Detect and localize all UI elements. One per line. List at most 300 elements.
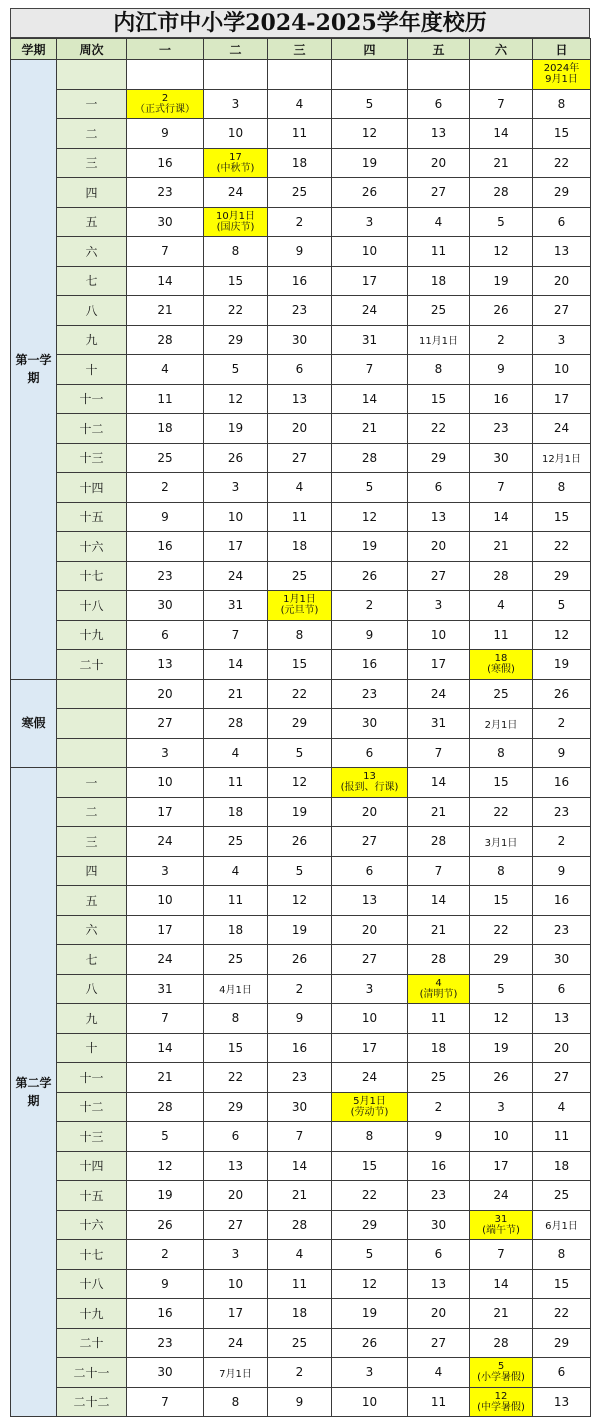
day-cell: 14 (204, 650, 268, 680)
day-cell: 6 (533, 1358, 591, 1388)
day-cell: 22 (204, 1063, 268, 1093)
day-cell: 2 (268, 1358, 332, 1388)
calendar-row (11, 620, 591, 650)
calendar-row (11, 738, 591, 768)
day-cell: 28 (268, 1210, 332, 1240)
day-cell: 11 (204, 768, 268, 798)
day-cell: 27 (533, 1063, 591, 1093)
week-number: 十六 (57, 532, 127, 562)
day-date: 17 (229, 151, 242, 163)
week-number: 十九 (57, 1299, 127, 1329)
day-cell: 26 (127, 1210, 204, 1240)
day-date: 12 (494, 1390, 508, 1402)
calendar-row (11, 679, 591, 709)
day-cell: 9 (268, 1387, 332, 1417)
day-cell: 2 (268, 207, 332, 237)
day-cell: 20 (127, 679, 204, 709)
day-cell (204, 207, 268, 237)
week-number: 九 (57, 325, 127, 355)
week-number: 十一 (57, 384, 127, 414)
day-cell: 3 (533, 325, 591, 355)
day-cell: 7 (408, 856, 470, 886)
day-cell: 26 (204, 443, 268, 473)
day-cell: 11 (127, 384, 204, 414)
day-cell: 10 (204, 1269, 268, 1299)
day-cell (332, 1092, 408, 1122)
semester-label: 寒假 (11, 679, 57, 768)
day-cell: 10 (408, 620, 470, 650)
calendar-row (11, 1151, 591, 1181)
day-cell: 23 (533, 797, 591, 827)
day-cell: 10 (332, 1004, 408, 1034)
day-cell: 30 (533, 945, 591, 975)
day-cell: 19 (127, 1181, 204, 1211)
day-cell: 24 (127, 945, 204, 975)
day-cell: 30 (127, 1358, 204, 1388)
calendar-row (11, 650, 591, 680)
day-cell: 7 (127, 1004, 204, 1034)
day-cell: 8 (204, 237, 268, 267)
day-cell: 26 (533, 679, 591, 709)
day-cell: 31 (332, 325, 408, 355)
week-number: 二十二 (57, 1387, 127, 1417)
day-cell: 23 (268, 296, 332, 326)
day-cell: 21 (408, 915, 470, 945)
day-cell: 22 (470, 915, 533, 945)
calendar-row (11, 768, 591, 798)
day-cell: 9 (127, 502, 204, 532)
day-date: 18 (494, 653, 508, 665)
day-cell: 17 (533, 384, 591, 414)
day-cell: 12 (332, 119, 408, 149)
calendar-row (11, 384, 591, 414)
day-cell (268, 591, 332, 621)
week-number: 二 (57, 119, 127, 149)
day-cell: 14 (127, 1033, 204, 1063)
day-cell: 25 (268, 1328, 332, 1358)
day-cell: 28 (470, 178, 533, 208)
day-note: (中学暑假) (477, 1401, 525, 1413)
day-cell: 23 (408, 1181, 470, 1211)
header-semester: 学期 (11, 39, 57, 60)
day-cell: 11 (268, 502, 332, 532)
day-cell: 18 (268, 148, 332, 178)
day-note: (清明节) (419, 988, 458, 1000)
day-cell: 16 (408, 1151, 470, 1181)
day-cell: 2 (127, 473, 204, 503)
day-cell (408, 974, 470, 1004)
day-cell: 6 (332, 738, 408, 768)
day-cell: 30 (127, 207, 204, 237)
day-cell: 6 (408, 1240, 470, 1270)
header-tue: 二 (204, 39, 268, 60)
day-cell: 14 (470, 1269, 533, 1299)
day-cell: 7 (127, 237, 204, 267)
day-cell: 12 (204, 384, 268, 414)
day-cell: 15 (470, 768, 533, 798)
calendar-row (11, 266, 591, 296)
day-cell: 20 (408, 532, 470, 562)
day-cell: 14 (127, 266, 204, 296)
day-cell: 14 (470, 502, 533, 532)
day-cell: 10 (533, 355, 591, 385)
calendar-row (11, 945, 591, 975)
day-cell: 29 (204, 1092, 268, 1122)
day-cell: 16 (127, 148, 204, 178)
day-cell: 28 (470, 1328, 533, 1358)
day-cell: 16 (533, 768, 591, 798)
week-number: 一 (57, 89, 127, 119)
calendar-row (11, 355, 591, 385)
calendar-row (11, 1033, 591, 1063)
day-cell: 21 (470, 1299, 533, 1329)
day-cell: 3 (127, 856, 204, 886)
day-cell: 21 (470, 532, 533, 562)
week-number: 五 (57, 207, 127, 237)
calendar-row (11, 974, 591, 1004)
day-cell (332, 60, 408, 90)
day-cell: 15 (332, 1151, 408, 1181)
day-cell: 2月1日 (470, 709, 533, 739)
day-cell: 24 (127, 827, 204, 857)
day-cell: 24 (470, 1181, 533, 1211)
day-cell: 21 (408, 797, 470, 827)
calendar-row (11, 296, 591, 326)
day-cell: 22 (332, 1181, 408, 1211)
holiday-marker (533, 63, 590, 85)
day-cell: 16 (470, 384, 533, 414)
calendar-row (11, 1299, 591, 1329)
week-number: 十六 (57, 1210, 127, 1240)
holiday-marker (470, 1214, 532, 1236)
day-cell: 12 (533, 620, 591, 650)
day-cell: 23 (268, 1063, 332, 1093)
day-cell: 27 (127, 709, 204, 739)
day-cell: 19 (470, 266, 533, 296)
day-cell: 21 (332, 414, 408, 444)
day-cell: 28 (127, 325, 204, 355)
day-cell: 8 (533, 473, 591, 503)
header-mon: 一 (127, 39, 204, 60)
day-cell: 10 (332, 1387, 408, 1417)
day-cell: 8 (268, 620, 332, 650)
day-note: (寒假) (487, 664, 515, 676)
day-cell: 14 (408, 768, 470, 798)
day-cell: 28 (127, 1092, 204, 1122)
day-cell: 25 (268, 178, 332, 208)
day-cell: 11 (204, 886, 268, 916)
day-date: 2024年 (543, 63, 580, 75)
day-cell: 26 (332, 1328, 408, 1358)
day-cell: 6 (204, 1122, 268, 1152)
week-number: 十五 (57, 1181, 127, 1211)
day-cell: 13 (533, 1387, 591, 1417)
calendar-row (11, 886, 591, 916)
header-fri: 五 (408, 39, 470, 60)
day-cell: 25 (204, 945, 268, 975)
day-cell: 27 (533, 296, 591, 326)
day-cell: 7 (332, 355, 408, 385)
day-cell: 9 (268, 237, 332, 267)
day-cell: 16 (127, 532, 204, 562)
day-cell: 24 (204, 178, 268, 208)
day-cell: 9 (533, 856, 591, 886)
day-cell: 7 (204, 620, 268, 650)
day-cell: 13 (533, 1004, 591, 1034)
day-cell: 9 (268, 1004, 332, 1034)
day-note: (小学暑假) (477, 1372, 525, 1384)
day-cell: 12 (268, 768, 332, 798)
holiday-marker (332, 771, 407, 793)
day-cell: 25 (204, 827, 268, 857)
calendar-row (11, 414, 591, 444)
calendar-row (11, 1269, 591, 1299)
day-cell: 7 (470, 89, 533, 119)
week-number: 十三 (57, 443, 127, 473)
day-cell: 4 (533, 1092, 591, 1122)
calendar-row (11, 89, 591, 119)
day-cell: 16 (332, 650, 408, 680)
day-cell: 30 (127, 591, 204, 621)
day-cell: 12 (332, 502, 408, 532)
week-number: 九 (57, 1004, 127, 1034)
day-cell: 21 (268, 1181, 332, 1211)
day-cell: 22 (533, 148, 591, 178)
school-calendar-table (10, 38, 591, 1417)
day-cell: 26 (268, 827, 332, 857)
day-cell: 21 (204, 679, 268, 709)
day-cell: 11 (268, 119, 332, 149)
week-number: 十 (57, 355, 127, 385)
day-cell: 18 (204, 797, 268, 827)
day-cell (533, 60, 591, 90)
day-cell: 3 (127, 738, 204, 768)
day-cell: 20 (332, 797, 408, 827)
day-cell: 17 (332, 1033, 408, 1063)
day-cell: 3 (332, 207, 408, 237)
day-cell: 20 (204, 1181, 268, 1211)
calendar-row (11, 1004, 591, 1034)
day-cell: 20 (408, 148, 470, 178)
day-cell: 5 (332, 1240, 408, 1270)
day-cell: 28 (332, 443, 408, 473)
day-cell: 12 (268, 886, 332, 916)
calendar-row (11, 1240, 591, 1270)
day-cell: 5 (332, 89, 408, 119)
day-cell: 8 (533, 89, 591, 119)
day-cell: 26 (332, 561, 408, 591)
day-cell: 18 (268, 532, 332, 562)
day-cell: 23 (533, 915, 591, 945)
day-cell: 17 (204, 532, 268, 562)
day-cell: 10 (127, 768, 204, 798)
day-cell: 4 (408, 1358, 470, 1388)
day-cell: 29 (332, 1210, 408, 1240)
week-number (57, 709, 127, 739)
day-cell: 27 (332, 945, 408, 975)
holiday-marker (332, 1096, 407, 1118)
day-cell: 13 (332, 886, 408, 916)
day-cell: 28 (204, 709, 268, 739)
day-cell: 14 (268, 1151, 332, 1181)
day-cell: 11月1日 (408, 325, 470, 355)
day-cell: 8 (332, 1122, 408, 1152)
day-cell: 17 (204, 1299, 268, 1329)
day-cell: 15 (268, 650, 332, 680)
day-cell: 6 (268, 355, 332, 385)
day-cell: 5 (127, 1122, 204, 1152)
week-number: 七 (57, 945, 127, 975)
day-cell: 17 (127, 915, 204, 945)
day-note: (元旦节) (280, 605, 319, 617)
day-cell: 19 (332, 532, 408, 562)
day-cell: 29 (268, 709, 332, 739)
day-cell: 25 (408, 296, 470, 326)
day-cell: 2 (408, 1092, 470, 1122)
day-note: (国庆节) (216, 221, 255, 233)
day-cell: 3 (204, 473, 268, 503)
day-cell: 23 (470, 414, 533, 444)
week-number: 二十 (57, 1328, 127, 1358)
day-cell: 2 (470, 325, 533, 355)
calendar-row (11, 797, 591, 827)
day-cell: 5 (268, 738, 332, 768)
calendar-row (11, 532, 591, 562)
day-cell: 6 (533, 207, 591, 237)
day-cell (332, 768, 408, 798)
week-number: 四 (57, 856, 127, 886)
week-number: 四 (57, 178, 127, 208)
header-thu: 四 (332, 39, 408, 60)
week-number: 五 (57, 886, 127, 916)
day-cell: 6 (127, 620, 204, 650)
day-cell: 19 (332, 148, 408, 178)
week-number: 十 (57, 1033, 127, 1063)
week-number: 十八 (57, 1269, 127, 1299)
day-cell: 26 (470, 296, 533, 326)
day-cell: 24 (204, 561, 268, 591)
holiday-marker (470, 653, 532, 675)
day-cell: 7月1日 (204, 1358, 268, 1388)
holiday-marker (204, 211, 267, 233)
day-cell: 8 (533, 1240, 591, 1270)
day-cell: 24 (533, 414, 591, 444)
day-cell: 7 (127, 1387, 204, 1417)
day-date: 13 (363, 771, 376, 783)
day-cell: 9 (127, 1269, 204, 1299)
day-cell: 26 (332, 178, 408, 208)
day-cell: 4 (268, 1240, 332, 1270)
day-cell: 2 (127, 1240, 204, 1270)
week-number: 二十一 (57, 1358, 127, 1388)
day-cell: 17 (127, 797, 204, 827)
day-cell (470, 650, 533, 680)
day-cell: 10 (204, 502, 268, 532)
day-cell: 31 (127, 974, 204, 1004)
day-cell: 2 (533, 709, 591, 739)
day-cell: 14 (408, 886, 470, 916)
day-cell: 5 (470, 974, 533, 1004)
day-cell: 29 (470, 945, 533, 975)
day-cell: 31 (408, 709, 470, 739)
day-cell: 18 (408, 266, 470, 296)
day-cell: 24 (204, 1328, 268, 1358)
header-wed: 三 (268, 39, 332, 60)
day-cell: 20 (533, 1033, 591, 1063)
day-cell: 4 (268, 473, 332, 503)
day-note: （正式行课） (135, 103, 195, 115)
day-cell: 29 (204, 325, 268, 355)
day-cell: 29 (533, 1328, 591, 1358)
day-cell (204, 60, 268, 90)
day-cell: 9 (332, 620, 408, 650)
day-cell: 16 (268, 266, 332, 296)
day-cell: 8 (470, 738, 533, 768)
week-number: 十九 (57, 620, 127, 650)
day-cell: 16 (127, 1299, 204, 1329)
day-cell: 27 (408, 561, 470, 591)
day-cell: 23 (332, 679, 408, 709)
day-cell: 28 (408, 827, 470, 857)
day-cell: 8 (204, 1387, 268, 1417)
calendar-row (11, 178, 591, 208)
day-cell: 5 (268, 856, 332, 886)
day-cell: 25 (127, 443, 204, 473)
day-cell: 28 (408, 945, 470, 975)
day-cell: 12 (470, 237, 533, 267)
day-date: 31 (494, 1213, 508, 1225)
holiday-marker (470, 1391, 532, 1413)
day-date: 5月1日 (353, 1095, 386, 1107)
calendar-row (11, 148, 591, 178)
day-cell: 4 (204, 738, 268, 768)
day-cell: 5 (204, 355, 268, 385)
day-cell: 13 (408, 502, 470, 532)
week-number: 三 (57, 827, 127, 857)
calendar-row (11, 237, 591, 267)
week-number: 十一 (57, 1063, 127, 1093)
calendar-row (11, 325, 591, 355)
calendar-row (11, 119, 591, 149)
day-note: (中秋节) (216, 162, 255, 174)
week-number: 六 (57, 237, 127, 267)
day-cell: 18 (204, 915, 268, 945)
day-cell: 19 (332, 1299, 408, 1329)
day-cell: 17 (332, 266, 408, 296)
day-cell: 21 (127, 296, 204, 326)
day-cell: 15 (204, 266, 268, 296)
calendar-row (11, 1387, 591, 1417)
day-note: (端午节) (482, 1224, 520, 1236)
day-cell: 13 (408, 119, 470, 149)
day-cell: 22 (408, 414, 470, 444)
day-cell: 16 (268, 1033, 332, 1063)
day-cell: 23 (127, 561, 204, 591)
day-cell: 27 (332, 827, 408, 857)
day-cell: 13 (204, 1151, 268, 1181)
day-cell: 25 (533, 1181, 591, 1211)
day-cell: 3 (332, 1358, 408, 1388)
day-cell: 10 (332, 237, 408, 267)
day-cell: 6 (408, 89, 470, 119)
day-cell: 18 (408, 1033, 470, 1063)
day-cell: 9 (408, 1122, 470, 1152)
day-cell: 10 (470, 1122, 533, 1152)
day-cell: 23 (127, 178, 204, 208)
day-note: 9月1日 (545, 74, 578, 86)
day-cell: 12 (332, 1269, 408, 1299)
calendar-row (11, 856, 591, 886)
